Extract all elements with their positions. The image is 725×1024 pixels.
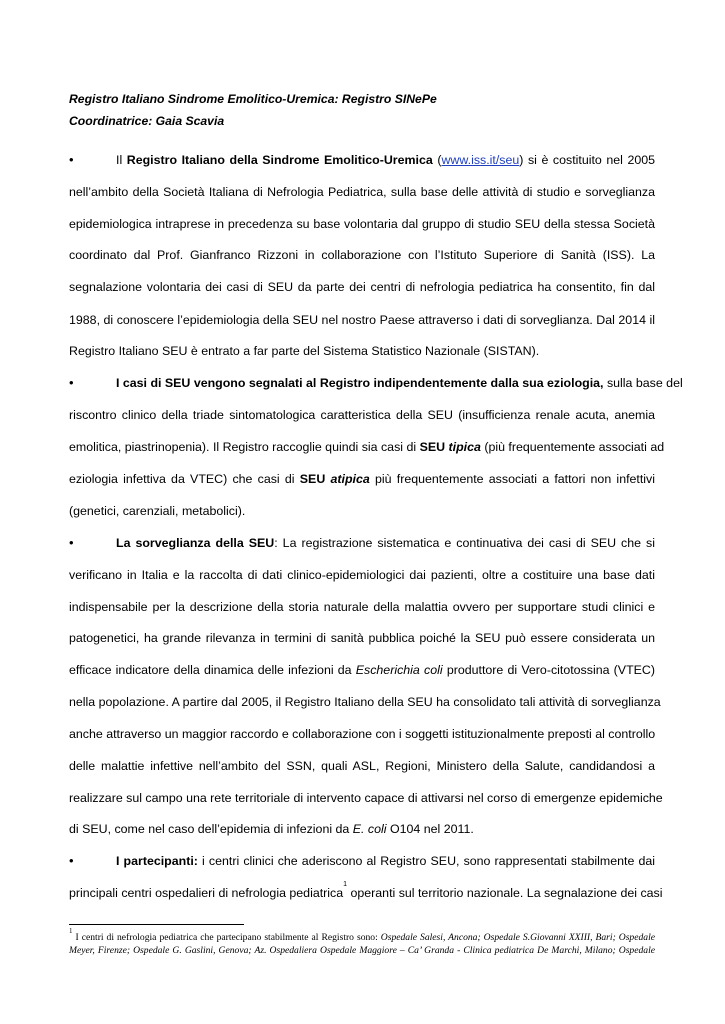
p1-paren-open: ( bbox=[437, 153, 442, 167]
p2-line-4-start: eziologia infettiva da VTEC) che casi di bbox=[69, 472, 295, 486]
bullet-4: • bbox=[69, 853, 74, 868]
p4-line-1 bbox=[116, 854, 655, 869]
seu-atypical-label: SEU bbox=[299, 472, 326, 486]
p1-registry-name: Registro Italiano della Sindrome Emolitico-Uremica bbox=[126, 153, 433, 167]
p2-line-1 bbox=[116, 376, 683, 391]
p1-line-1-end: ) si è costituito nel 2005 bbox=[519, 153, 656, 167]
p3-line-5-end: produttore di Vero-citotossina (VTEC) bbox=[446, 663, 655, 677]
footnote-line-2: Meyer, Firenze; Ospedale G. Gaslini, Genova; Az. Ospedaliera Ospedale Maggiore – Ca’ Granda - Clinica pediatrica De Marchi, Milano; Ospedale bbox=[69, 945, 655, 956]
footnote-line-1 bbox=[69, 927, 656, 944]
p3-line-1-rest: : La registrazione sistematica e continuativa dei casi di SEU che si bbox=[274, 536, 655, 550]
seu-typical-label: SEU bbox=[419, 440, 446, 454]
p1-line-5: segnalazione volontaria dei casi di SEU da parte dei centri di nefrologia pediatrica ha consentito, fin dal bbox=[69, 280, 655, 294]
registry-link[interactable]: www.iss.it/seu bbox=[441, 153, 520, 167]
document-coordinator: Coordinatrice: Gaia Scavia bbox=[69, 114, 225, 128]
footnote-ref-1[interactable]: 1 bbox=[343, 881, 348, 888]
p4-line-2-start: principali centri ospedalieri di nefrologia pediatrica bbox=[69, 886, 344, 900]
footnote-line-1-start: I centri di nefrologia pediatrica che partecipano stabilmente al Registro sono: bbox=[75, 932, 378, 943]
p3-line-6: nella popolazione. A partire dal 2005, il Registro Italiano della SEU ha consolidato tali attività di sorveglianza bbox=[69, 695, 661, 709]
p2-line-3-end: (più frequentemente associati ad bbox=[484, 440, 665, 454]
footnote-line-1-hospitals: Ospedale Salesi, Ancona; Ospedale S.Giovanni XXIII, Bari; Ospedale bbox=[380, 932, 656, 943]
p2-line-5: (genetici, carenziali, metabolici). bbox=[69, 504, 246, 518]
p3-line-10-start: di SEU, come nel caso dell’epidemia di infezioni da bbox=[69, 822, 350, 836]
p4-line-2 bbox=[69, 881, 663, 901]
p1-line-4: coordinato dal Prof. Gianfranco Rizzoni in collaborazione con l’Istituto Superiore di Sanità (ISS). La bbox=[69, 248, 655, 262]
p1-line-1 bbox=[116, 153, 655, 168]
p1-il: Il bbox=[116, 153, 123, 167]
footnote-marker: 1 bbox=[69, 927, 73, 935]
typical-term: tipica bbox=[448, 440, 481, 454]
p2-bold-lead: I casi di SEU vengono segnalati al Registro indipendentemente dalla sua eziologia, bbox=[116, 376, 604, 390]
p3-line-10-end: O104 nel 2011. bbox=[389, 822, 474, 836]
p1-line-2: nell’ambito della Società Italiana di Nefrologia Pediatrica, sulla base delle attività di studio e sorveglianza bbox=[69, 185, 655, 199]
document-title: Registro Italiano Sindrome Emolitico-Uremica: Registro SINePe bbox=[69, 92, 437, 106]
p4-line-2-end: operanti sul territorio nazionale. La segnalazione dei casi bbox=[350, 886, 663, 900]
p3-bold-lead: La sorveglianza della SEU bbox=[116, 536, 275, 550]
p3-line-1 bbox=[116, 536, 655, 551]
p2-line-3-start: emolitica, piastrinopenia). Il Registro raccoglie quindi sia casi di bbox=[69, 440, 417, 454]
p1-line-7: Registro Italiano SEU è entrato a far parte del Sistema Statistico Nazionale (SISTAN). bbox=[69, 344, 540, 358]
p3-line-3: indispensabile per la descrizione della storia naturale della malattia ovvero per supportare studi clinici e bbox=[69, 600, 655, 614]
bullet-2: • bbox=[69, 375, 74, 390]
p2-line-3 bbox=[69, 440, 665, 455]
p2-line-4-end: più frequentemente associati a fattori non infettivi bbox=[375, 472, 655, 486]
p1-line-6: 1988, di conoscere l’epidemiologia della SEU nel nostro Paese attraverso i dati di sorveglianza. Dal 2014 il bbox=[69, 313, 655, 327]
bullet-3: • bbox=[69, 535, 74, 550]
p3-line-4: patogenetici, ha grande rilevanza in termini di sanità pubblica poiché la SEU può essere considerata un bbox=[69, 631, 655, 645]
p3-line-7: anche attraverso un maggior raccordo e collaborazione con i soggetti istituzionalmente preposti al controllo bbox=[69, 727, 656, 741]
p3-line-8: delle malattie infettive nell’ambito del SSN, quali ASL, Regioni, Ministero della Salute, candidandosi a bbox=[69, 759, 655, 773]
p3-line-5 bbox=[69, 663, 655, 678]
escherichia-coli-term: Escherichia coli bbox=[355, 663, 443, 677]
p1-line-3: epidemiologica intraprese in precedenza su base volontaria dal gruppo di studio SEU della stessa Società bbox=[69, 217, 655, 231]
e-coli-term: E. coli bbox=[352, 822, 387, 836]
p2-line-1-rest: sulla base del bbox=[606, 376, 683, 390]
p4-line-1-rest: i centri clinici che aderiscono al Registro SEU, sono rappresentati stabilmente dai bbox=[202, 854, 655, 868]
bullet-1: • bbox=[69, 152, 74, 167]
p3-line-5-start: efficace indicatore della dinamica delle infezioni da bbox=[69, 663, 352, 677]
p2-line-4 bbox=[69, 472, 655, 487]
p3-line-10 bbox=[69, 822, 655, 837]
p3-line-2: verificano in Italia e la raccolta di dati clinico-epidemiologici dai pazienti, oltre a costituire una base dati bbox=[69, 568, 655, 582]
atypical-term: atipica bbox=[330, 472, 370, 486]
footnote-separator bbox=[69, 924, 244, 925]
p2-line-2: riscontro clinico della triade sintomatologica caratteristica della SEU (insufficienza renale acuta, anemia bbox=[69, 408, 655, 422]
p3-line-9: realizzare sul campo una rete territoriale di intervento capace di attivarsi nel corso di emergenze epidemiche bbox=[69, 791, 663, 805]
p4-bold-lead: I partecipanti: bbox=[116, 854, 198, 868]
